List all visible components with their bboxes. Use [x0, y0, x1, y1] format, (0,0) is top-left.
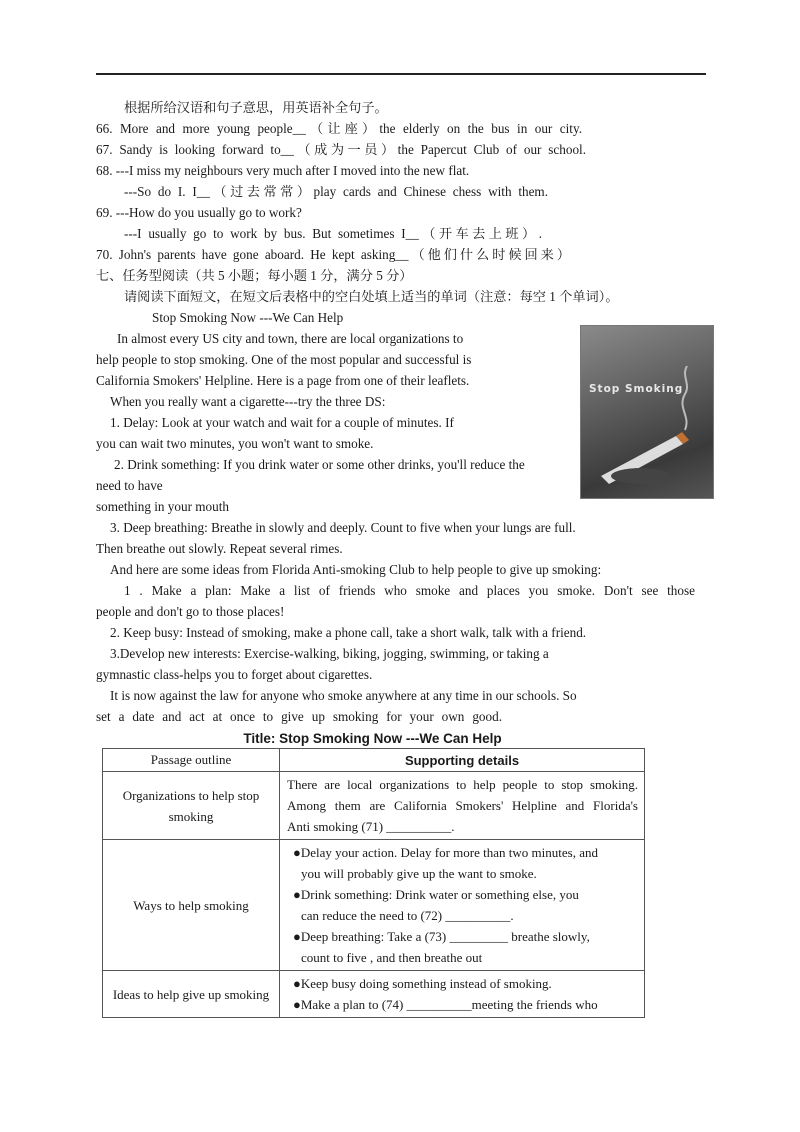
question-69-reply: ---I usually go to work by bus. But sometimes I__（开车去上班）.	[124, 226, 542, 241]
details-cell	[280, 840, 645, 971]
detail-line-blank-73[interactable]: ●Deep breathing: Take a (73) _________ breathe slowly,	[293, 929, 590, 944]
question-68-reply: ---So do I. I__（过去常常）play cards and Chinese chess with them.	[124, 184, 548, 199]
passage-line: set a date and act at once to give up smoking for your own good.	[96, 709, 502, 724]
details-cell	[280, 971, 645, 1018]
header-passage-outline: Passage outline	[103, 749, 280, 772]
passage-line: 3.Develop new interests: Exercise-walking, biking, jogging, swimming, or taking a	[110, 646, 549, 661]
passage-line: When you really want a cigarette---try the three DS:	[110, 394, 386, 409]
passage-line: 3. Deep breathing: Breathe in slowly and deeply. Count to five when your lungs are full.	[110, 520, 576, 535]
question-68: 68. ---I miss my neighbours very much after I moved into the new flat.	[96, 163, 470, 178]
question-69: 69. ---How do you usually go to work?	[96, 205, 302, 220]
details-cell	[280, 772, 645, 840]
table-header-row	[103, 749, 645, 772]
detail-line-blank-74[interactable]: ●Make a plan to (74) __________meeting the friends who	[293, 997, 598, 1012]
passage-line: gymnastic class-helps you to forget about cigarettes.	[96, 667, 373, 682]
section-instruction: 请阅读下面短文，在短文后表格中的空白处填上适当的单词（注意：每空 1 个单词）。	[124, 289, 619, 304]
question-66: 66. More and more young people__（让座）the elderly on the bus in our city.	[96, 121, 583, 136]
question-70: 70. John's parents have gone aboard. He kept asking__（他们什么时候回来）	[96, 247, 571, 262]
passage-outline-table	[102, 748, 645, 1018]
table-row	[103, 840, 645, 971]
photo-caption: Stop Smoking	[589, 383, 684, 395]
table-row	[103, 971, 645, 1018]
detail-line: There are local organizations to help people to stop smoking.	[287, 777, 638, 792]
header-rule	[96, 73, 706, 75]
passage-title: Stop Smoking Now ---We Can Help	[152, 310, 344, 325]
detail-line: ●Drink something: Drink water or something else, you	[293, 887, 579, 902]
passage-line: In almost every US city and town, there are local organizations to	[117, 331, 464, 346]
passage-line: It is now against the law for anyone who smoke anywhere at any time in our schools. So	[110, 688, 577, 703]
passage-line: 2. Keep busy: Instead of smoking, make a phone call, take a short walk, talk with a friend.	[110, 625, 587, 640]
detail-line: Among them are California Smokers' Helpline and Florida's	[287, 798, 638, 813]
section-heading: 七、任务型阅读（共 5 小题；每小题 1 分，满分 5 分）	[96, 268, 413, 283]
detail-line-blank-71[interactable]: Anti smoking (71) __________.	[287, 819, 455, 834]
detail-line: you will probably give up the want to smoke.	[301, 866, 537, 881]
detail-line-blank-72[interactable]: can reduce the need to (72) __________.	[301, 908, 514, 923]
detail-line: ●Keep busy doing something instead of smoking.	[293, 976, 552, 991]
table-title: Title: Stop Smoking Now ---We Can Help	[243, 731, 502, 746]
passage-line: something in your mouth	[96, 499, 229, 514]
instruction-text: 根据所给汉语和句子意思，用英语补全句子。	[124, 100, 388, 115]
passage-line: you can wait two minutes, you won't want to smoke.	[96, 436, 374, 451]
cigarette-smoke-icon	[581, 326, 713, 498]
passage-line: need to have	[96, 478, 163, 493]
detail-line: count to five , and then breathe out	[301, 950, 483, 965]
passage-line: 1 . Make a plan: Make a list of friends who smoke and places you smoke. Don't see those	[124, 583, 695, 598]
passage-line: California Smokers' Helpline. Here is a page from one of their leaflets.	[96, 373, 470, 388]
passage-line: 1. Delay: Look at your watch and wait for a couple of minutes. If	[110, 415, 454, 430]
passage-line: 2. Drink something: If you drink water or some other drinks, you'll reduce the	[114, 457, 525, 472]
detail-line: ●Delay your action. Delay for more than two minutes, and	[293, 845, 598, 860]
outline-cell: Ideas to help give up smoking	[103, 971, 280, 1018]
question-67: 67. Sandy is looking forward to__（成为一员）the Papercut Club of our school.	[96, 142, 586, 157]
passage-line: Then breathe out slowly. Repeat several rimes.	[96, 541, 343, 556]
passage-line: help people to stop smoking. One of the most popular and successful is	[96, 352, 472, 367]
outline-cell: Organizations to help stop smoking	[103, 772, 280, 840]
table-row	[103, 772, 645, 840]
passage-line: And here are some ideas from Florida Anti-smoking Club to help people to give up smoking:	[110, 562, 602, 577]
header-supporting-details: Supporting details	[280, 749, 645, 772]
passage-line: people and don't go to those places!	[96, 604, 285, 619]
stop-smoking-photo	[580, 325, 714, 499]
outline-cell: Ways to help smoking	[103, 840, 280, 971]
